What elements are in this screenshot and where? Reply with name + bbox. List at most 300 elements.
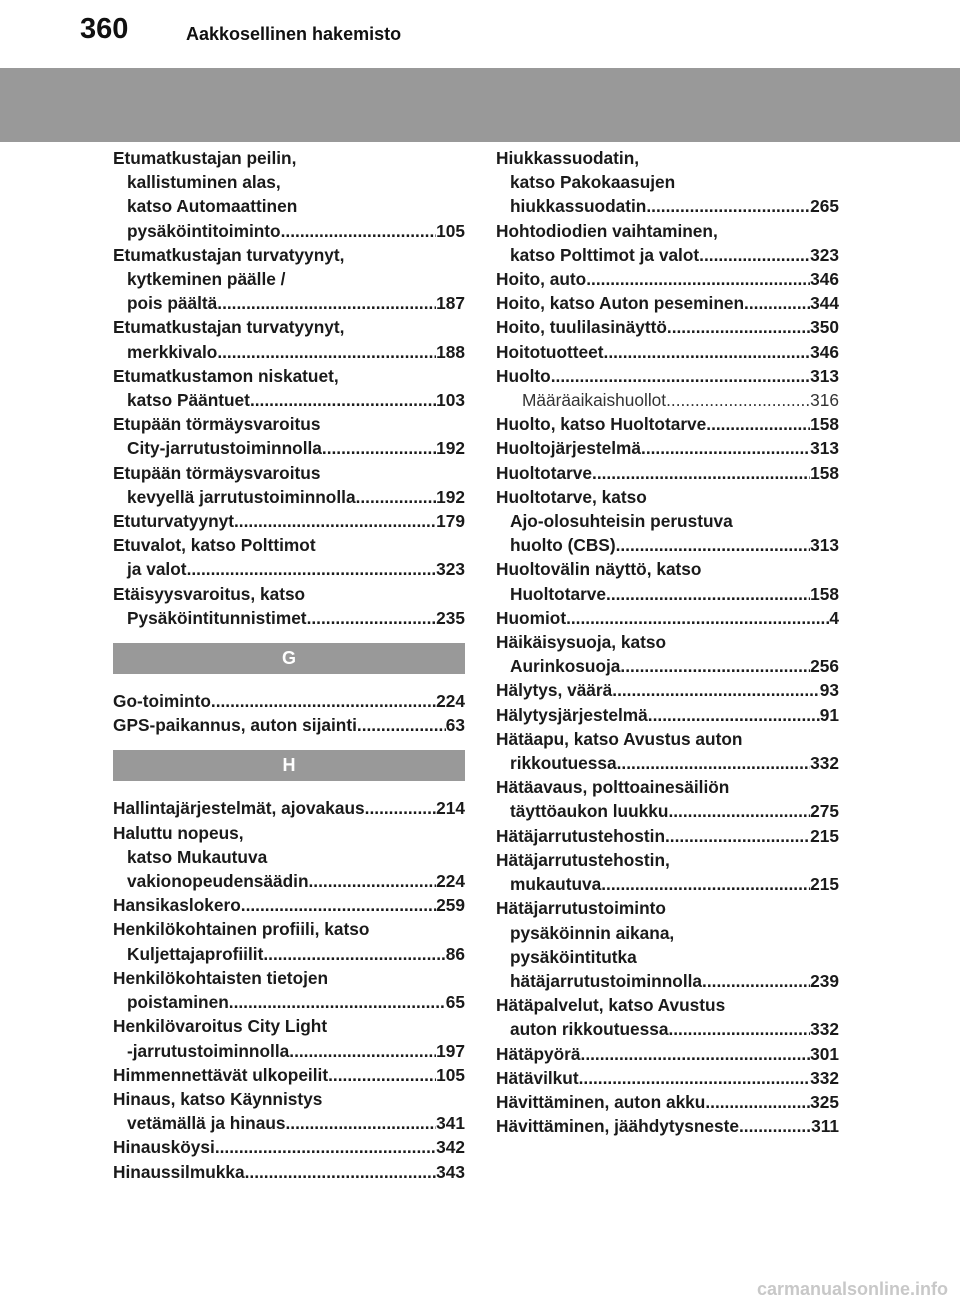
- index-entry: [496, 703, 839, 727]
- page-reference: 105: [436, 220, 465, 241]
- page-reference: 214: [436, 798, 465, 819]
- index-entry-text: Huoltotarve: [510, 583, 607, 604]
- index-entry-line: [496, 388, 839, 412]
- index-entry: [496, 606, 839, 630]
- leader-dots: [601, 872, 810, 896]
- page-reference: 93: [819, 680, 839, 701]
- index-entry: [113, 533, 465, 581]
- index-column-right: [496, 146, 839, 1138]
- index-entry-text: Henkilökohtaisten tietojen: [113, 967, 329, 988]
- index-entry: [113, 461, 465, 509]
- page-reference: 215: [810, 874, 839, 895]
- index-entry: [113, 1087, 465, 1135]
- index-entry-text: Etupään törmäysvaroitus: [113, 414, 321, 435]
- page-reference: 188: [436, 341, 465, 362]
- spacer: [113, 674, 465, 689]
- index-entry-text: mukautuva: [510, 874, 602, 895]
- index-entry-line: [496, 775, 839, 799]
- index-entry: [113, 1135, 465, 1159]
- index-entry-line: [496, 1017, 839, 1041]
- index-entry-line: [113, 388, 465, 412]
- index-entry-text: Hinaus, katso Käynnistys: [113, 1088, 323, 1109]
- page-reference: 332: [810, 753, 839, 774]
- index-entry-line: [496, 509, 839, 533]
- index-entry-line: [496, 727, 839, 751]
- index-entry-text: poistaminen: [127, 992, 229, 1013]
- index-entry-line: [113, 436, 465, 460]
- page-reference: 346: [810, 341, 839, 362]
- index-entry-line: [113, 942, 465, 966]
- leader-dots: [328, 1063, 436, 1087]
- leader-dots: [211, 689, 436, 713]
- index-entry: [113, 917, 465, 965]
- leader-dots: [668, 1017, 810, 1041]
- index-entry-line: [113, 917, 465, 941]
- index-entry: [113, 412, 465, 460]
- index-entry: [113, 821, 465, 894]
- index-entry-line: [496, 921, 839, 945]
- index-entry-line: [113, 1135, 465, 1159]
- index-entry: [496, 678, 839, 702]
- leader-dots: [586, 267, 810, 291]
- index-entry-text: vetämällä ja hinaus: [127, 1113, 286, 1134]
- index-entry-text: Aurinkosuoja: [510, 656, 621, 677]
- page-reference: 313: [810, 438, 839, 459]
- index-entry-text: Hinausköysi: [113, 1137, 215, 1158]
- index-entry: [113, 582, 465, 630]
- leader-dots: [281, 219, 437, 243]
- index-entry-text: Hätäjarrutustoiminto: [496, 898, 666, 919]
- index-entry-line: [113, 606, 465, 630]
- index-entry-line: [113, 796, 465, 820]
- leader-dots: [668, 799, 810, 823]
- index-entry-text: Hälytys, väärä: [496, 680, 613, 701]
- index-entry-line: [113, 533, 465, 557]
- leader-dots: [217, 340, 436, 364]
- index-entry-text: pysäköinnin aikana,: [510, 922, 675, 943]
- leader-dots: [566, 606, 829, 630]
- page-reference: 239: [810, 970, 839, 991]
- index-entry-text: rikkoutuessa: [510, 753, 617, 774]
- page-reference: 179: [436, 511, 465, 532]
- index-entry-line: [496, 170, 839, 194]
- leader-dots: [357, 713, 446, 737]
- index-entry-line: [113, 821, 465, 845]
- index-entry-line: [113, 315, 465, 339]
- index-entry-line: [496, 582, 839, 606]
- page-reference: 342: [436, 1137, 465, 1158]
- index-entry-line: [496, 1042, 839, 1066]
- page-header: [0, 0, 960, 58]
- page-reference: 197: [436, 1040, 465, 1061]
- index-entry: [113, 713, 465, 737]
- index-entry-line: [113, 845, 465, 869]
- index-entry-line: [496, 799, 839, 823]
- index-entry: [113, 689, 465, 713]
- leader-dots: [616, 533, 811, 557]
- index-entry: [496, 146, 839, 219]
- page-reference: 215: [810, 825, 839, 846]
- index-entry: [496, 267, 839, 291]
- index-entry-line: [496, 291, 839, 315]
- leader-dots: [606, 582, 810, 606]
- index-entry: [496, 461, 839, 485]
- index-entry: [496, 219, 839, 267]
- leader-dots: [739, 1114, 811, 1138]
- index-entry: [113, 1063, 465, 1087]
- index-entry: [113, 893, 465, 917]
- index-entry: [496, 315, 839, 339]
- section-title: Aakkosellinen hakemisto: [186, 24, 402, 44]
- leader-dots: [322, 436, 436, 460]
- leader-dots: [289, 1039, 436, 1063]
- index-entry-text: GPS-paikannus, auton sijainti: [113, 715, 357, 736]
- leader-dots: [581, 1042, 811, 1066]
- index-entry-text: Henkilökohtainen profiili, katso: [113, 919, 370, 940]
- index-entry: [496, 557, 839, 605]
- leader-dots: [309, 869, 437, 893]
- index-entry-line: [496, 194, 839, 218]
- leader-dots: [551, 364, 810, 388]
- header-band: [0, 68, 960, 142]
- index-entry-line: [113, 509, 465, 533]
- index-entry-line: [113, 1063, 465, 1087]
- index-entry: [496, 824, 839, 848]
- index-entry: [496, 340, 839, 364]
- leader-dots: [365, 796, 436, 820]
- index-entry-text: -jarrutustoiminnolla: [127, 1040, 290, 1061]
- leader-dots: [241, 893, 436, 917]
- index-entry-line: [496, 969, 839, 993]
- index-entry-line: [496, 533, 839, 557]
- leader-dots: [617, 751, 811, 775]
- page-reference: 265: [810, 196, 839, 217]
- index-entry: [496, 896, 839, 993]
- index-entry-text: Hätäjarrutustehostin,: [496, 849, 670, 870]
- page-reference: 158: [810, 583, 839, 604]
- page-reference: 103: [436, 390, 465, 411]
- index-entry-line: [496, 703, 839, 727]
- index-entry: [496, 727, 839, 775]
- page-reference: 91: [819, 704, 839, 725]
- index-entry-text: kallistuminen alas,: [127, 172, 281, 193]
- index-entry-line: [496, 461, 839, 485]
- page-reference: 332: [810, 1019, 839, 1040]
- index-entry-line: [496, 1066, 839, 1090]
- index-column-left: [113, 146, 465, 1184]
- index-entry-line: [496, 267, 839, 291]
- index-entry-text: Hoito, tuulilasinäyttö: [496, 317, 667, 338]
- index-entry: [496, 1114, 839, 1138]
- leader-dots: [187, 557, 437, 581]
- index-entry: [113, 243, 465, 316]
- index-entry-text: Määräaikaishuollot: [522, 390, 667, 411]
- index-entry: [496, 993, 839, 1041]
- index-entry-line: [496, 557, 839, 581]
- index-entry: [113, 364, 465, 412]
- leader-dots: [307, 606, 437, 630]
- leader-dots: [641, 436, 810, 460]
- page-reference: 275: [810, 801, 839, 822]
- index-entry-line: [496, 146, 839, 170]
- index-entry-text: Kuljettajaprofiilit: [127, 943, 264, 964]
- index-entry-text: Etuvalot, katso Polttimot: [113, 535, 316, 556]
- index-entry: [496, 1042, 839, 1066]
- index-entry-text: Ajo-olosuhteisin perustuva: [510, 511, 733, 532]
- index-entry-line: [113, 1111, 465, 1135]
- leader-dots: [699, 243, 810, 267]
- page-reference: 158: [810, 414, 839, 435]
- leader-dots: [579, 1066, 811, 1090]
- index-entry-line: [113, 219, 465, 243]
- index-entry-line: [113, 869, 465, 893]
- index-entry: [496, 412, 839, 436]
- index-entry-line: [113, 461, 465, 485]
- index-entry-line: [496, 485, 839, 509]
- page-reference: 235: [436, 607, 465, 628]
- index-entry: [113, 966, 465, 1014]
- leader-dots: [620, 654, 810, 678]
- index-entry-line: [496, 1114, 839, 1138]
- index-entry-text: Hohtodiodien vaihtaminen,: [496, 220, 718, 241]
- leader-dots: [263, 942, 445, 966]
- index-entry-text: Huoltotarve: [496, 462, 593, 483]
- index-entry-line: [496, 1090, 839, 1114]
- index-entry-text: katso Pääntuet: [127, 390, 250, 411]
- index-entry: [496, 291, 839, 315]
- index-entry: [496, 1066, 839, 1090]
- page-reference: 192: [436, 486, 465, 507]
- index-entry-line: [113, 582, 465, 606]
- index-entry-text: Etumatkustajan peilin,: [113, 148, 297, 168]
- leader-dots: [665, 824, 810, 848]
- index-entry-text: hiukkassuodatin: [510, 196, 647, 217]
- index-entry-line: [496, 436, 839, 460]
- page-reference: 187: [436, 293, 465, 314]
- index-entry-text: Go-toiminto: [113, 691, 211, 712]
- index-entry-line: [113, 1014, 465, 1038]
- index-entry-text: Hätäjarrutustehostin: [496, 825, 665, 846]
- index-entry-text: Hätäavaus, polttoainesäiliön: [496, 777, 730, 798]
- page-reference: 332: [810, 1067, 839, 1088]
- page-reference: 316: [810, 390, 839, 411]
- index-entry: [113, 315, 465, 363]
- index-entry-text: ja valot: [127, 559, 187, 580]
- page-reference: 325: [810, 1091, 839, 1112]
- index-entry-line: [113, 557, 465, 581]
- index-entry-text: Etupään törmäysvaroitus: [113, 462, 321, 483]
- index-entry-text: Etumatkustajan turvatyynyt,: [113, 244, 345, 265]
- page-reference: 63: [445, 715, 465, 736]
- index-entry-text: Hävittäminen, auton akku: [496, 1091, 706, 1112]
- index-entry-line: [113, 243, 465, 267]
- index-entry-line: [113, 966, 465, 990]
- index-entry: [496, 485, 839, 558]
- index-entry-text: vakionopeudensäädin: [127, 871, 309, 892]
- index-entry-text: Hallintajärjestelmät, ajovakaus: [113, 798, 365, 819]
- index-entry-line: [496, 243, 839, 267]
- index-entry: [113, 509, 465, 533]
- index-entry-line: [496, 315, 839, 339]
- index-entry-text: huolto (CBS): [510, 535, 616, 556]
- leader-dots: [702, 969, 810, 993]
- page-reference: 350: [810, 317, 839, 338]
- index-entry-line: [496, 654, 839, 678]
- index-entry-line: [496, 993, 839, 1017]
- index-entry: [496, 388, 839, 412]
- page-reference: 4: [829, 607, 839, 628]
- index-entry-text: Hiukkassuodatin,: [496, 148, 640, 168]
- page-reference: 323: [436, 559, 465, 580]
- index-entry-line: [113, 194, 465, 218]
- index-entry-line: [496, 412, 839, 436]
- index-entry-line: [113, 364, 465, 388]
- index-entry-line: [113, 990, 465, 1014]
- spacer: [113, 781, 465, 796]
- index-entry-text: Hoito, katso Auton peseminen: [496, 293, 745, 314]
- leader-dots: [356, 485, 437, 509]
- index-entry: [496, 775, 839, 823]
- index-entry-text: katso Pakokaasujen: [510, 172, 676, 193]
- leader-dots: [250, 388, 436, 412]
- index-entry: [496, 364, 839, 388]
- leader-dots: [612, 678, 820, 702]
- index-entry-line: [496, 896, 839, 920]
- page-reference: 313: [810, 535, 839, 556]
- page-reference: 65: [445, 992, 465, 1013]
- leader-dots: [648, 703, 820, 727]
- index-entry-line: [496, 848, 839, 872]
- index-entry-text: Huolto: [496, 365, 551, 386]
- index-entry-line: [113, 689, 465, 713]
- page-reference: 311: [811, 1116, 839, 1137]
- index-entry-text: City-jarrutustoiminnolla: [127, 438, 322, 459]
- index-entry-text: Etumatkustajan turvatyynyt,: [113, 317, 345, 338]
- page-reference: 224: [436, 871, 465, 892]
- leader-dots: [215, 1135, 436, 1159]
- index-entry-text: kytkeminen päälle /: [127, 269, 286, 290]
- page-reference: 256: [810, 656, 839, 677]
- index-entry-text: pois päältä: [127, 293, 218, 314]
- index-entry-text: auton rikkoutuessa: [510, 1019, 669, 1040]
- index-entry-text: Häikäisysuoja, katso: [496, 632, 667, 653]
- letter-heading-h: H: [113, 750, 465, 781]
- page-reference: 343: [436, 1161, 465, 1182]
- index-entry-text: Hinaussilmukka: [113, 1161, 245, 1182]
- leader-dots: [234, 509, 436, 533]
- index-entry-text: Huoltojärjestelmä: [496, 438, 642, 459]
- page-reference: 192: [436, 438, 465, 459]
- index-entry-text: Hoito, auto: [496, 269, 587, 290]
- leader-dots: [245, 1160, 437, 1184]
- page-reference: 86: [445, 943, 465, 964]
- page-reference: 346: [810, 269, 839, 290]
- index-entry-text: Himmennettävät ulkopeilit: [113, 1064, 329, 1085]
- index-entry-line: [496, 945, 839, 969]
- index-entry-text: Huoltotarve, katso: [496, 486, 647, 507]
- index-entry-text: merkkivalo: [127, 341, 218, 362]
- page-reference: 341: [436, 1113, 465, 1134]
- index-entry-text: Huolto, katso Huoltotarve: [496, 414, 707, 435]
- index-entry-line: [496, 751, 839, 775]
- page-number: 360: [80, 13, 129, 45]
- index-entry-text: Hätävilkut: [496, 1067, 579, 1088]
- letter-heading-g: G: [113, 643, 465, 674]
- page-reference: 313: [810, 365, 839, 386]
- leader-dots: [592, 461, 810, 485]
- index-entry-text: Huoltovälin näyttö, katso: [496, 559, 702, 580]
- page-reference: 224: [436, 691, 465, 712]
- index-entry-text: Pysäköintitunnistimet: [127, 607, 307, 628]
- page-reference: 323: [810, 244, 839, 265]
- index-entry-line: [113, 485, 465, 509]
- index-entry-text: katso Polttimot ja valot: [510, 244, 700, 265]
- index-entry: [496, 848, 839, 896]
- leader-dots: [705, 1090, 810, 1114]
- index-entry: [496, 436, 839, 460]
- index-entry-text: Hoitotuotteet: [496, 341, 604, 362]
- index-entry-text: Etäisyysvaroitus, katso: [113, 583, 306, 604]
- index-entry-text: Hansikaslokero: [113, 895, 241, 916]
- index-entry: [496, 630, 839, 678]
- index-entry-line: [496, 630, 839, 654]
- index-entry-line: [496, 219, 839, 243]
- index-entry-line: [113, 340, 465, 364]
- leader-dots: [286, 1111, 437, 1135]
- index-entry-text: Henkilövaroitus City Light: [113, 1016, 328, 1037]
- page-reference: 301: [810, 1043, 839, 1064]
- index-entry-line: [113, 267, 465, 291]
- index-entry-line: [113, 1039, 465, 1063]
- index-entry-text: täyttöaukon luukku: [510, 801, 669, 822]
- index-entry-line: [113, 412, 465, 436]
- index-entry-text: Hätäpalvelut, katso Avustus: [496, 995, 726, 1016]
- index-entry-text: Huomiot: [496, 607, 567, 628]
- index-entry-text: Etuturvatyynyt: [113, 511, 234, 532]
- index-entry-line: [496, 340, 839, 364]
- index-entry-line: [113, 1087, 465, 1111]
- index-entry: [496, 1090, 839, 1114]
- index-entry-text: katso Mukautuva: [127, 846, 268, 867]
- index-entry: [113, 1160, 465, 1184]
- index-entry: [113, 146, 465, 243]
- index-entry-line: [496, 606, 839, 630]
- leader-dots: [744, 291, 810, 315]
- leader-dots: [667, 315, 810, 339]
- index-entry-text: Haluttu nopeus,: [113, 822, 244, 843]
- index-entry-text: Hälytysjärjestelmä: [496, 704, 648, 725]
- index-entry-text: pysäköintitutka: [510, 946, 637, 967]
- index-entry-line: [113, 893, 465, 917]
- index-entry-line: [113, 146, 465, 170]
- page-reference: 105: [436, 1064, 465, 1085]
- index-entry-text: Hätäpyörä: [496, 1043, 581, 1064]
- index-entry-text: hätäjarrutustoiminnolla: [510, 970, 703, 991]
- page-reference: 344: [810, 293, 839, 314]
- leader-dots: [666, 388, 810, 412]
- leader-dots: [646, 194, 810, 218]
- leader-dots: [217, 291, 436, 315]
- index-entry-line: [113, 1160, 465, 1184]
- page-reference: 158: [810, 462, 839, 483]
- index-entry-line: [496, 364, 839, 388]
- index-entry-line: [113, 170, 465, 194]
- spacer: [113, 630, 465, 643]
- watermark: carmanualsonline.info: [756, 1279, 948, 1299]
- index-entry-line: [496, 872, 839, 896]
- index-entry: [113, 1014, 465, 1062]
- leader-dots: [229, 990, 446, 1014]
